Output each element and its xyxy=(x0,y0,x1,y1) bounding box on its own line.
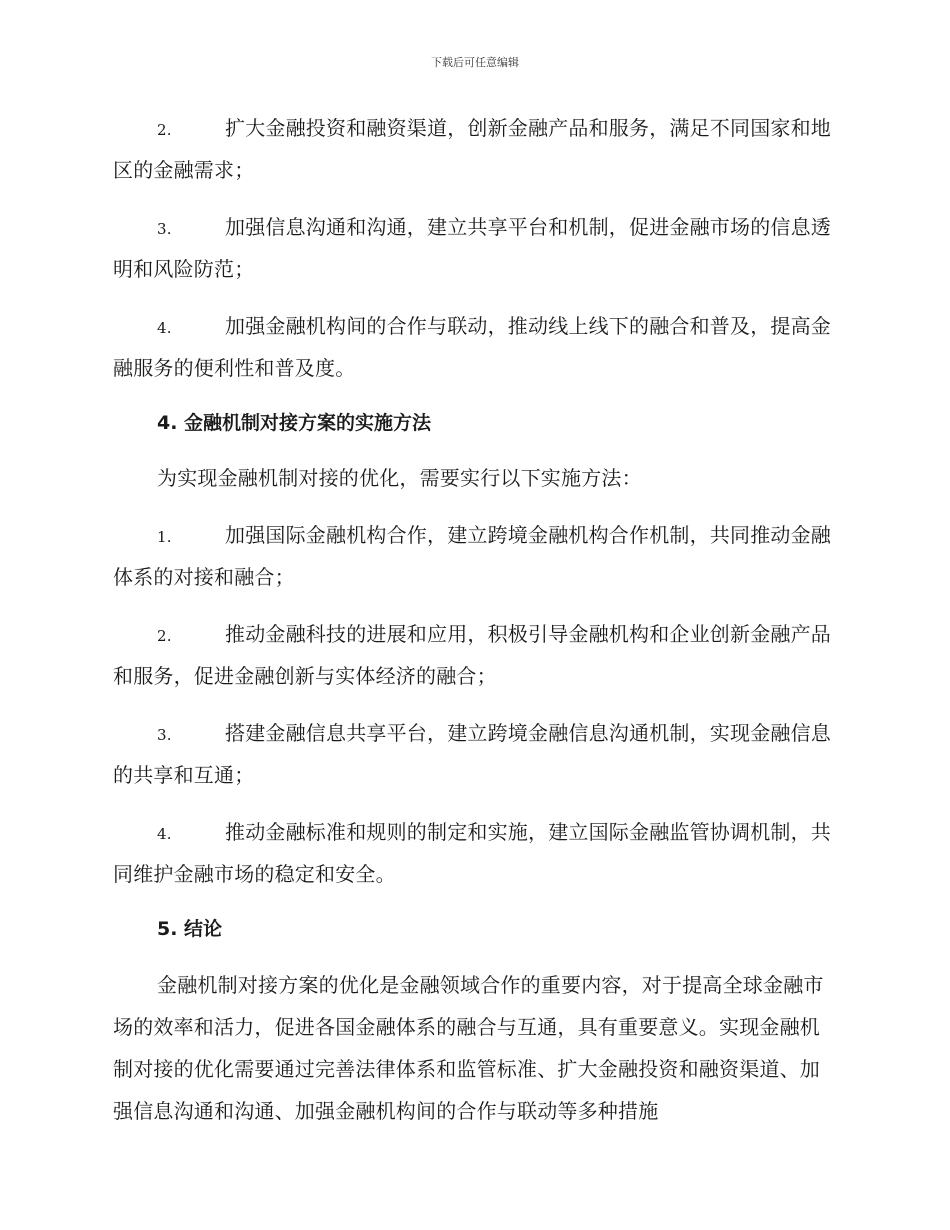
document-body xyxy=(113,108,835,1149)
list-item-text: 推动金融标准和规则的制定和实施，建立国际金融监管协调机制，共同维护金融市场的稳定和安全。 xyxy=(113,820,831,886)
list-item-text: 推动金融科技的进展和应用，积极引导金融机构和企业创新金融产品和服务，促进金融创新与实体经济的融合； xyxy=(113,622,831,688)
list-item-text: 加强国际金融机构合作，建立跨境金融机构合作机制，共同推动金融体系的对接和融合； xyxy=(113,523,831,589)
list-item-number: 2. xyxy=(157,627,172,645)
list-item-number: 3. xyxy=(157,220,172,238)
section-4-intro: 为实现金融机制对接的优化，需要实行以下实施方法： xyxy=(157,466,642,490)
list-item xyxy=(113,614,835,696)
list-item xyxy=(113,207,835,289)
list-item-number: 4. xyxy=(157,825,172,843)
list-item-text: 加强信息沟通和沟通，建立共享平台和机制，促进金融市场的信息透明和风险防范； xyxy=(113,215,831,281)
list-item-number: 4. xyxy=(157,319,172,337)
list-item xyxy=(113,108,835,190)
list-item-number: 2. xyxy=(157,121,172,139)
list-item-number: 1. xyxy=(157,528,172,546)
list-item-number: 3. xyxy=(157,726,172,744)
list-item xyxy=(113,713,835,795)
list-item xyxy=(113,515,835,597)
list-item-text: 扩大金融投资和融资渠道，创新金融产品和服务，满足不同国家和地区的金融需求； xyxy=(113,116,831,182)
list-item-text: 搭建金融信息共享平台，建立跨境金融信息沟通机制，实现金融信息的共享和互通； xyxy=(113,721,831,787)
section-5-body: 金融机制对接方案的优化是金融领域合作的重要内容，对于提高全球金融市场的效率和活力，促进各国金融体系的融合与互通，具有重要意义。实现金融机制对接的优化需要通过完善法律体系和监管标准、扩大金融投资和融资渠道、加强信息沟通和沟通、加强金融机构间的合作与联动等多种措施 xyxy=(113,973,824,1123)
list-item-text: 加强金融机构间的合作与联动，推动线上线下的融合和普及，提高金融服务的便利性和普及度。 xyxy=(113,314,831,380)
list-item xyxy=(113,812,835,894)
section-5-heading: 5. 结论 xyxy=(157,918,223,940)
list-item xyxy=(113,306,835,388)
section-4-heading: 4. 金融机制对接方案的实施方法 xyxy=(157,412,432,434)
page-header: 下载后可任意编辑 xyxy=(431,56,519,69)
